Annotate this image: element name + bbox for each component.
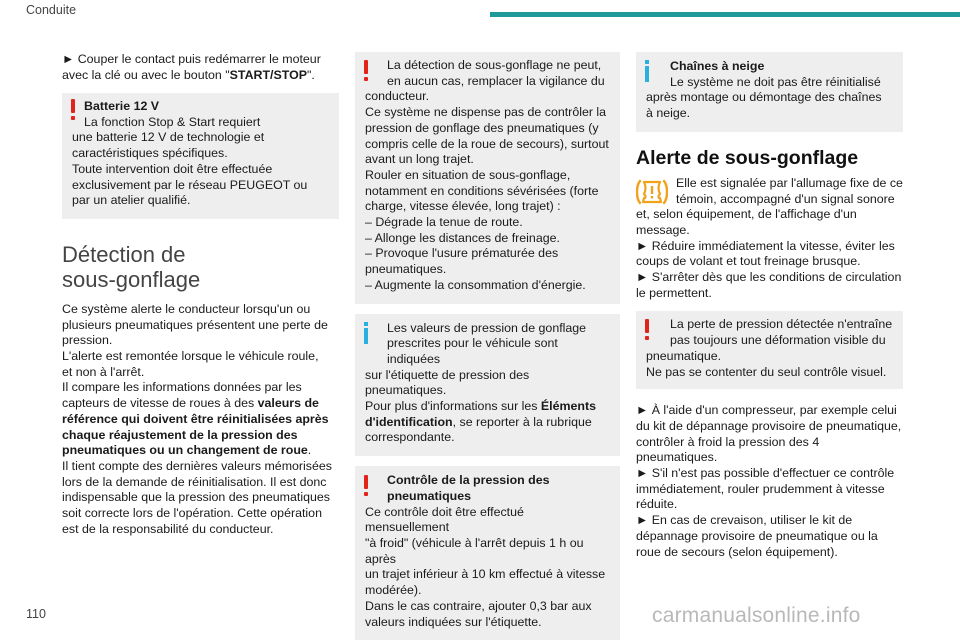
warning-icon	[71, 99, 75, 113]
header-accent-bar	[490, 12, 960, 17]
warning-icon	[364, 60, 368, 74]
snow-chains-info-box: Chaînes à neige Le système ne doit pas être réinitialisé après montage ou démontage des chaînes à neige.	[636, 52, 903, 132]
battery-title: Batterie 12 V	[84, 99, 160, 113]
warning-icon	[645, 319, 649, 333]
warning-icon	[364, 475, 368, 489]
vigilance-warning-box: La détection de sous-gonflage ne peut, en aucun cas, remplacer la vigilance du conducteur. Ce système ne dispense pas de contrôler la pression de gonflage des pneumatiques (y compris celle de la roue de secours), surtout avant un long trajet. Rouler en situation de sous-gonflage, notamment en conditions sévérisées (forte charge, vitesse élevée, long trajet) : – Dégrade la tenue de route. – Allonge les distances de freinage. – Provoque l'usure prématurée des pneumatiques. – Augmente la consommation d'énergie.	[355, 52, 620, 304]
detection-body: Ce système alerte le conducteur lorsqu'un ou plusieurs pneumatiques présentent une perte de pression. L'alerte est remontée lorsque le véhicule roule, et non à l'arrêt. Il compare les informations données par les capteurs de vitesse de roues à des valeurs de référence qui doivent être réinitialisées après chaque réajustement de la pression des pneumatiques ou un changement de roue. Il tient compte des dernières valeurs mémorisées lors de la demande de réinitialisation. Il est donc indispensable que la pression des pneumatiques soit correcte lors de l'opération. Cette opération est de la responsabilité du conducteur.	[62, 301, 332, 536]
visual-check-warning-box: La perte de pression détectée n'entraîne pas toujours une déformation visible du pneumatique. Ne pas se contenter du seul contrôle visuel.	[636, 311, 903, 389]
arrow-bullet: ►	[62, 52, 75, 66]
header-title: Conduite	[26, 3, 77, 17]
section-title-alert: Alerte de sous-gonflage	[636, 146, 859, 169]
watermark: carmanualsonline.info	[652, 604, 861, 627]
column-middle	[355, 52, 620, 640]
alert-body: Elle est signalée par l'allumage fixe de ce témoin, accompagné d'un signal sonore et, selon équipement, de l'affichage d'un message. ► Réduire immédiatement la vitesse, éviter les coups de volant et tout freinage brusque. ► S'arrêter dès que les conditions de circulation le permettent.	[636, 175, 903, 300]
action-steps: ► À l'aide d'un compresseur, par exemple celui du kit de dépannage provisoire de pneumatique, contrôler à froid la pression des 4 pneumatiques. ► S'il n'est pas possible d'effectuer ce contrôle immédiatement, rouler prudemment à vitesse réduite. ► En cas de crevaison, utiliser le kit de dépannage provisoire de pneumatique ou la roue de secours (selon équipement).	[636, 403, 902, 559]
battery-warning-box: Batterie 12 V La fonction Stop & Start requiert une batterie 12 V de technologie et caractéristiques spécifiques. Toute intervention doit être effectuée exclusivement par le réseau PEUGEOT ou par un atelier qualifié.	[62, 93, 339, 219]
pressure-check-warning-box: Contrôle de la pression des pneumatiques Ce contrôle doit être effectué mensuellement "à froid" (véhicule à l'arrêt depuis 1 h ou après un trajet inférieur à 10 km effectué à vitesse modérée). Dans le cas contraire, ajouter 0,3 bar aux valeurs indiquées sur l'étiquette.	[355, 466, 620, 640]
tpms-warning-icon	[636, 178, 668, 206]
column-right	[636, 52, 903, 560]
intro-paragraph: ► Couper le contact puis redémarrer le moteur avec la clé ou avec le bouton "START/STOP".	[62, 52, 321, 82]
start-stop-label: START/STOP	[229, 67, 307, 82]
column-left	[62, 52, 339, 537]
info-icon	[364, 328, 368, 344]
info-icon	[645, 66, 649, 82]
page-number: 110	[26, 607, 46, 621]
section-title-detection: Détection de sous-gonflage	[62, 241, 201, 292]
pressure-info-box: Les valeurs de pression de gonflage prescrites pour le véhicule sont indiquées sur l'étiquette de pression des pneumatiques. Pour plus d'informations sur les Éléments d'identification, se reporter à la rubrique correspondante.	[355, 314, 620, 457]
